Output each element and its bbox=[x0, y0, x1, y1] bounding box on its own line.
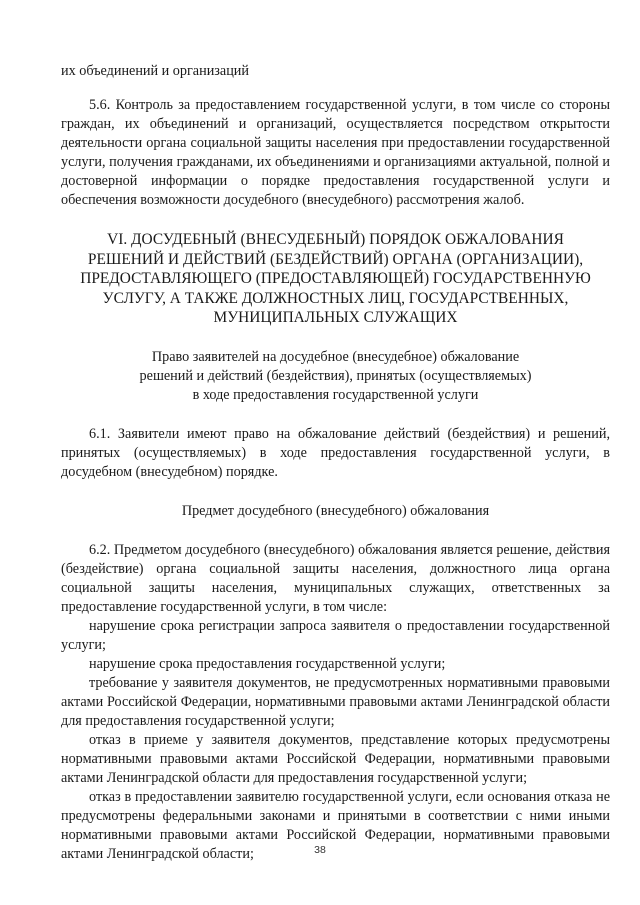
list-item: нарушение срока регистрации запроса заявителя о предоставлении государственной услуги; bbox=[61, 617, 610, 653]
intro-line: их объединений и организаций bbox=[61, 63, 249, 79]
page-content bbox=[61, 62, 610, 864]
list-item: нарушение срока предоставления государственной услуги; bbox=[89, 655, 446, 672]
page-number: 38 bbox=[314, 844, 326, 856]
list-item: отказ в приеме у заявителя документов, представление которых предусмотрены нормативными правовыми актами Российской Федерации, нормативными правовыми актами Ленинградской области для предоставления государственной услуги; bbox=[61, 731, 610, 786]
list-item: требование у заявителя документов, не предусмотренных нормативными правовыми актами Российской Федерации, нормативными правовыми актами Ленинградской области для предоставления государственной услуги; bbox=[61, 674, 610, 729]
subheading-subject: Предмет досудебного (внесудебного) обжалования bbox=[181, 502, 490, 519]
list-item: отказ в предоставлении заявителю государственной услуги, если основания отказа не предусмотрены федеральными законами и принятыми в соответствии с ними иными нормативными правовыми актами Российской Федерации, нормативными правовыми актами Ленинградской области; bbox=[61, 788, 610, 862]
section-heading: VI. ДОСУДЕБНЫЙ (ВНЕСУДЕБНЫЙ) ПОРЯДОК ОБЖАЛОВАНИЯ РЕШЕНИЙ И ДЕЙСТВИЙ (БЕЗДЕЙСТВИЙ) ОРГАНА (ОРГАНИЗАЦИИ), ПРЕДОСТАВЛЯЮЩЕГО (ПРЕДОСТАВЛЯЮЩЕЙ) ГОСУДАРСТВЕННУЮ УСЛУГУ, А ТАКЖЕ ДОЛЖНОСТНЫХ ЛИЦ, ГОСУДАРСТВЕННЫХ, МУНИЦИПАЛЬНЫХ СЛУЖАЩИХ bbox=[80, 231, 591, 326]
paragraph-5-6: 5.6. Контроль за предоставлением государственной услуги, в том числе со стороны граждан, их объединений и организаций, осуществляется посредством открытости деятельности органа социальной защиты населения при предоставлении государственной услуги, получения гражданами, их объединениями и организациями актуальной, полной и достоверной информации о порядке предоставления государственной услуги и обеспечения возможности досудебного (внесудебного) рассмотрения жалоб. bbox=[61, 97, 610, 208]
paragraph-6-2: 6.2. Предметом досудебного (внесудебного) обжалования является решение, действия (бездействие) органа социальной защиты населения, должностного лица органа социальной защиты населения, муниципальных служащих, ответственных за предоставление государственной услуги, в том числе: bbox=[61, 541, 610, 615]
subheading-rights-line-2: решений и действий (бездействия), принятых (осуществляемых) bbox=[139, 367, 532, 384]
subheading-rights-line-3: в ходе предоставления государственной услуги bbox=[192, 386, 479, 403]
subheading-rights bbox=[61, 348, 610, 405]
subheading-rights-line-1: Право заявителей на досудебное (внесудебное) обжалование bbox=[151, 348, 520, 365]
paragraph-6-1: 6.1. Заявители имеют право на обжалование действий (бездействия) и решений, принятых (осуществляемых) в ходе предоставления государственной услуги, в досудебном (внесудебном) порядке. bbox=[61, 425, 610, 480]
